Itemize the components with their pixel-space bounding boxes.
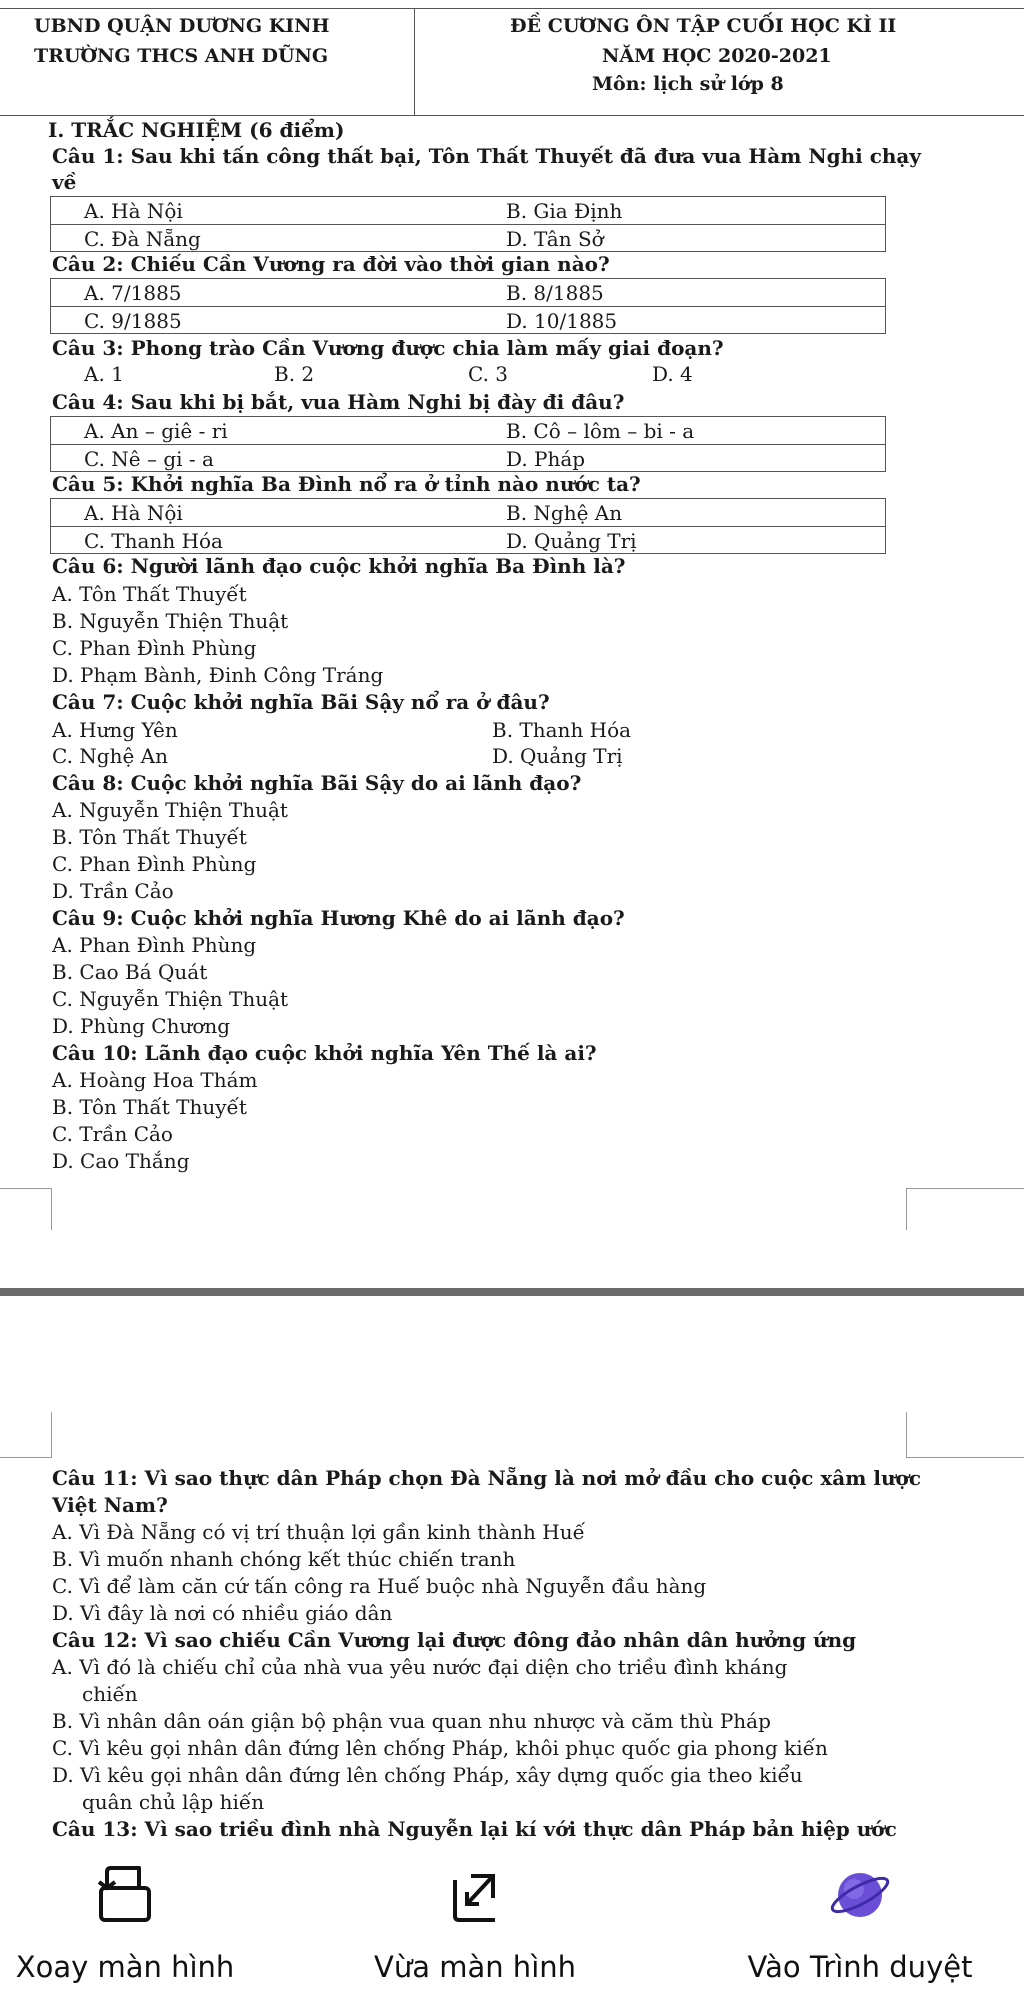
q7-option-b: B. Thanh Hóa xyxy=(492,718,632,742)
q4-option-d: D. Pháp xyxy=(506,447,586,471)
q10-option-a: A. Hoàng Hoa Thám xyxy=(52,1068,258,1092)
page-corner-mark xyxy=(0,1412,52,1458)
q12-option-a: A. Vì đó là chiếu chỉ của nhà vua yêu nước đại diện cho triều đình kháng xyxy=(52,1655,788,1679)
q1-option-b: B. Gia Định xyxy=(506,199,623,223)
q9-option-a: A. Phan Đình Phùng xyxy=(52,933,257,957)
q11-option-c: C. Vì để làm căn cứ tấn công ra Huế buộc nhà Nguyễn đầu hàng xyxy=(52,1574,707,1598)
q5-option-c: C. Thanh Hóa xyxy=(84,529,223,553)
header-school: TRƯỜNG THCS ANH DŨNG xyxy=(34,45,329,67)
q11-option-b: B. Vì muốn nhanh chóng kết thúc chiến tranh xyxy=(52,1547,516,1571)
q10-option-b: B. Tôn Thất Thuyết xyxy=(52,1095,247,1119)
header-divider xyxy=(414,8,415,116)
page-corner-mark xyxy=(906,1412,1024,1458)
question-1-cont: về xyxy=(52,170,77,194)
open-browser-label: Vào Trình duyệt xyxy=(747,1950,973,1984)
question-9: Câu 9: Cuộc khởi nghĩa Hương Khê do ai lãnh đạo? xyxy=(52,906,625,930)
q6-option-d: D. Phạm Bành, Đinh Công Tráng xyxy=(52,663,384,687)
q7-option-a: A. Hưng Yên xyxy=(52,718,178,742)
q6-option-a: A. Tôn Thất Thuyết xyxy=(52,582,247,606)
q12-option-c: C. Vì kêu gọi nhân dân đứng lên chống Pháp, khôi phục quốc gia phong kiến xyxy=(52,1736,828,1760)
question-8: Câu 8: Cuộc khởi nghĩa Bãi Sậy do ai lãnh đạo? xyxy=(52,771,582,795)
q8-option-a: A. Nguyễn Thiện Thuật xyxy=(52,798,288,822)
header-school-year: NĂM HỌC 2020-2021 xyxy=(602,45,832,67)
q11-option-d: D. Vì đây là nơi có nhiều giáo dân xyxy=(52,1601,393,1625)
q7-option-d: D. Quảng Trị xyxy=(492,744,623,768)
rotate-screen-button[interactable] xyxy=(0,1850,250,2008)
question-7: Câu 7: Cuộc khởi nghĩa Bãi Sậy nổ ra ở đâu? xyxy=(52,690,550,714)
question-5: Câu 5: Khởi nghĩa Ba Đình nổ ra ở tỉnh nào nước ta? xyxy=(52,472,641,496)
q12-option-a-cont: chiến xyxy=(82,1682,138,1706)
fit-screen-icon xyxy=(445,1864,505,1926)
question-2: Câu 2: Chiếu Cần Vương ra đời vào thời gian nào? xyxy=(52,252,610,276)
q7-option-c: C. Nghệ An xyxy=(52,744,169,768)
q3-option-b: B. 2 xyxy=(274,362,315,386)
q10-option-c: C. Trần Cảo xyxy=(52,1122,173,1146)
question-11-cont: Việt Nam? xyxy=(52,1493,168,1517)
q6-option-c: C. Phan Đình Phùng xyxy=(52,636,257,660)
q9-option-b: B. Cao Bá Quát xyxy=(52,960,208,984)
q2-option-d: D. 10/1885 xyxy=(506,309,618,333)
q4-option-b: B. Cô – lôm – bi - a xyxy=(506,419,695,443)
bottom-action-bar xyxy=(0,1850,1024,2008)
header-exam-title: ĐỀ CƯƠNG ÔN TẬP CUỐI HỌC KÌ II xyxy=(510,15,897,37)
q2-option-c: C. 9/1885 xyxy=(84,309,182,333)
q2-option-b: B. 8/1885 xyxy=(506,281,604,305)
question-11: Câu 11: Vì sao thực dân Pháp chọn Đà Nẵng là nơi mở đầu cho cuộc xâm lược xyxy=(52,1466,922,1490)
question-12: Câu 12: Vì sao chiếu Cần Vương lại được đông đảo nhân dân hưởng ứng xyxy=(52,1628,857,1652)
fit-screen-label: Vừa màn hình xyxy=(373,1950,577,1984)
page-corner-mark xyxy=(906,1188,1024,1230)
fit-screen-button[interactable] xyxy=(350,1850,600,2008)
q3-option-c: C. 3 xyxy=(468,362,509,386)
section-title: I. TRẮC NGHIỆM (6 điểm) xyxy=(48,118,345,142)
q12-option-d-cont: quân chủ lập hiến xyxy=(82,1790,265,1814)
q12-option-b: B. Vì nhân dân oán giận bộ phận vua quan nhu nhược và căm thù Pháp xyxy=(52,1709,771,1733)
q8-option-c: C. Phan Đình Phùng xyxy=(52,852,257,876)
q1-option-d: D. Tân Sở xyxy=(506,227,604,251)
q5-option-a: A. Hà Nội xyxy=(84,501,183,525)
q8-option-d: D. Trần Cảo xyxy=(52,879,174,903)
q5-option-b: B. Nghệ An xyxy=(506,501,623,525)
question-13: Câu 13: Vì sao triều đình nhà Nguyễn lại kí với thực dân Pháp bản hiệp ước xyxy=(52,1817,897,1841)
question-4: Câu 4: Sau khi bị bắt, vua Hàm Nghi bị đày đi đâu? xyxy=(52,390,625,414)
q11-option-a: A. Vì Đà Nẵng có vị trí thuận lợi gần kinh thành Huế xyxy=(52,1520,585,1544)
q3-option-a: A. 1 xyxy=(84,362,124,386)
page-corner-mark xyxy=(0,1188,52,1230)
q5-option-d: D. Quảng Trị xyxy=(506,529,637,553)
question-1: Câu 1: Sau khi tấn công thất bại, Tôn Thất Thuyết đã đưa vua Hàm Nghi chạy xyxy=(52,144,922,168)
rotate-screen-label: Xoay màn hình xyxy=(15,1950,235,1984)
q9-option-c: C. Nguyễn Thiện Thuật xyxy=(52,987,289,1011)
question-6: Câu 6: Người lãnh đạo cuộc khởi nghĩa Ba Đình là? xyxy=(52,554,626,578)
page-divider xyxy=(0,1288,1024,1296)
q1-option-a: A. Hà Nội xyxy=(84,199,183,223)
header-district: UBND QUẬN DƯƠNG KINH xyxy=(34,15,330,37)
q8-option-b: B. Tôn Thất Thuyết xyxy=(52,825,247,849)
q6-option-b: B. Nguyễn Thiện Thuật xyxy=(52,609,289,633)
q4-option-c: C. Nê – gi - a xyxy=(84,447,214,471)
rotate-screen-icon xyxy=(95,1864,155,1926)
browser-planet-icon xyxy=(827,1864,893,1926)
q10-option-d: D. Cao Thắng xyxy=(52,1149,190,1173)
open-browser-button[interactable] xyxy=(710,1850,1010,2008)
q2-option-a: A. 7/1885 xyxy=(84,281,182,305)
q1-option-c: C. Đà Nẵng xyxy=(84,227,201,251)
q3-option-d: D. 4 xyxy=(652,362,693,386)
q4-option-a: A. An – giê - ri xyxy=(84,419,228,443)
header-subject: Môn: lịch sử lớp 8 xyxy=(592,73,784,95)
question-3: Câu 3: Phong trào Cần Vương được chia làm mấy giai đoạn? xyxy=(52,336,724,360)
q12-option-d: D. Vì kêu gọi nhân dân đứng lên chống Pháp, xây dựng quốc gia theo kiểu xyxy=(52,1763,803,1787)
q9-option-d: D. Phùng Chương xyxy=(52,1014,231,1038)
question-10: Câu 10: Lãnh đạo cuộc khởi nghĩa Yên Thế là ai? xyxy=(52,1041,597,1065)
